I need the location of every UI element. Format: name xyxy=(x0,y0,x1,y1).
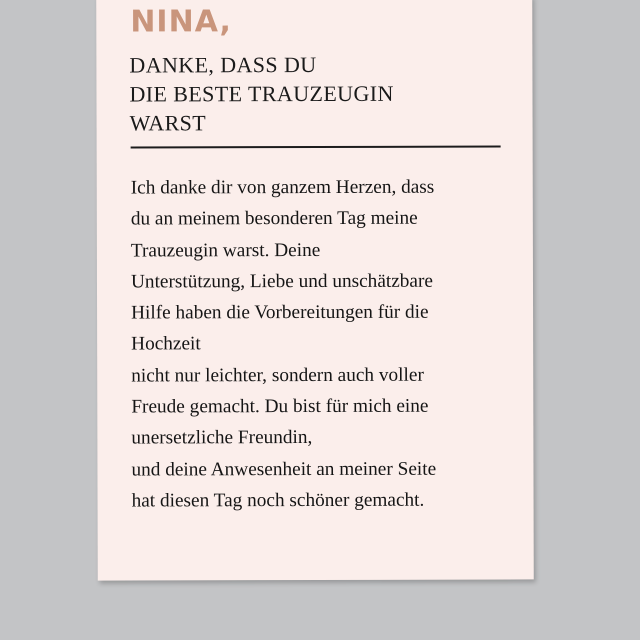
message-line: Freude gemacht. Du bist für mich eine xyxy=(131,395,429,418)
message-line: unersetzliche Freundin, xyxy=(131,427,313,449)
message-line: und deine Anwesenheit an meiner Seite xyxy=(131,458,437,481)
recipient-name: NINA, xyxy=(130,4,232,40)
headline xyxy=(129,50,393,138)
headline-line: DANKE, DASS DU xyxy=(129,51,317,78)
message-line: Trauzeugin warst. Deine xyxy=(130,239,321,262)
thank-you-card xyxy=(96,0,534,581)
message-line: Unterstützung, Liebe und unschätzbare xyxy=(130,270,433,293)
message-line: du an meinem besonderen Tag meine xyxy=(130,208,418,230)
message-body xyxy=(131,172,437,517)
message-line: hat diesen Tag noch schöner gemacht. xyxy=(131,489,425,512)
message-line: Hilfe haben die Vorbereitungen für die xyxy=(131,301,429,324)
message-line: Ich danke dir von ganzem Herzen, dass xyxy=(130,176,435,199)
divider xyxy=(131,146,501,148)
message-line: nicht nur leichter, sondern auch voller xyxy=(131,364,424,387)
headline-line: DIE BESTE TRAUZEUGIN xyxy=(129,80,394,107)
message-line: Hochzeit xyxy=(131,333,201,355)
headline-line: WARST xyxy=(129,110,207,136)
